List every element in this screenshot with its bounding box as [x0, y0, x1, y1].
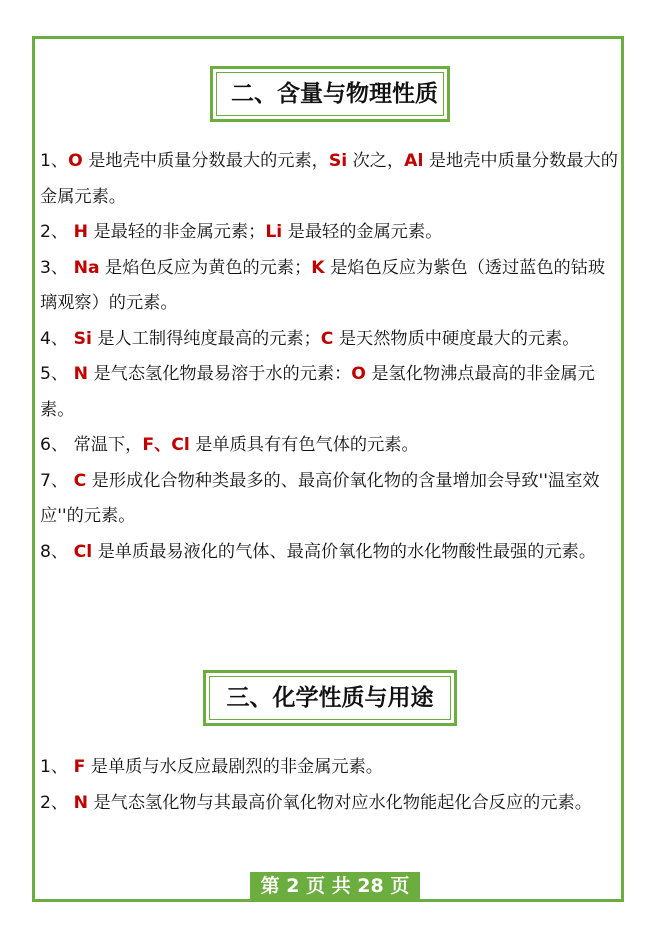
element-symbol: Li — [265, 222, 283, 242]
item-number: 3、 — [40, 257, 69, 278]
list-item — [40, 428, 622, 464]
item-number: 1、 — [40, 757, 69, 777]
item-text: 是焰色反应为黄色的元素； — [99, 257, 312, 278]
element-symbol: N — [73, 364, 88, 384]
item-text: 是单质与水反应最剧烈的非金属元素。 — [85, 757, 383, 777]
page-number-footer: 第 2 页 共 28 页 — [250, 872, 420, 900]
element-symbol: K — [311, 257, 325, 278]
item-text: 是最轻的金属元素。 — [282, 222, 443, 242]
item-text: 是焰色反应为紫色（透过蓝色的钴玻璃观察）的元素。 — [40, 257, 606, 313]
section-title-box — [203, 670, 457, 726]
list-item — [40, 251, 622, 322]
element-symbol: Si — [73, 328, 92, 349]
item-number: 5、 — [40, 364, 69, 384]
item-number: 1、 — [40, 151, 69, 171]
item-text: 是人工制得纯度最高的元素； — [91, 328, 321, 349]
element-symbol: O — [68, 151, 83, 171]
item-text: 是地壳中质量分数最大的金属元素。 — [40, 151, 618, 207]
element-symbol: N — [73, 792, 88, 813]
item-number: 8、 — [40, 541, 69, 562]
properties-list — [40, 144, 622, 570]
element-symbol: O — [351, 364, 366, 384]
item-text: 是气态氢化物最易溶于水的元素： — [87, 364, 352, 384]
item-number: 7、 — [40, 470, 69, 491]
list-item — [40, 215, 622, 251]
element-symbol: Si — [328, 151, 348, 171]
item-number: 6、 — [40, 435, 69, 455]
section-title-properties: 二、含量与物理性质 — [216, 72, 444, 116]
element-symbol: Cl — [73, 541, 93, 562]
element-symbol: Al — [404, 151, 424, 171]
list-item — [40, 535, 622, 571]
item-text: 次之， — [347, 151, 405, 171]
element-symbol: F、Cl — [142, 435, 190, 455]
section-title-chemistry: 三、化学性质与用途 — [209, 676, 451, 720]
item-number: 2、 — [40, 222, 69, 242]
element-symbol: H — [73, 222, 88, 242]
section-title-box — [210, 66, 450, 122]
element-symbol: Na — [73, 257, 100, 278]
chemistry-list — [40, 750, 622, 821]
list-item — [40, 144, 622, 215]
item-number: 4、 — [40, 328, 69, 349]
item-text: 是单质具有有色气体的元素。 — [189, 435, 419, 455]
item-text: 是单质最易液化的气体、最高价氧化物的水化物酸性最强的元素。 — [92, 541, 597, 562]
item-text: 常温下， — [68, 435, 143, 455]
item-number: 2、 — [40, 792, 69, 813]
element-symbol: C — [320, 328, 334, 349]
list-item — [40, 322, 622, 358]
item-text: 是地壳中质量分数最大的元素， — [82, 151, 329, 171]
item-text: 是天然物质中硬度最大的元素。 — [333, 328, 580, 349]
list-item — [40, 357, 622, 428]
item-text: 是最轻的非金属元素； — [87, 222, 266, 242]
list-item — [40, 786, 622, 822]
item-text: 是形成化合物种类最多的、最高价氧化物的含量增加会导致''温室效应''的元素。 — [40, 470, 600, 526]
list-item — [40, 464, 622, 535]
item-text: 是氢化物沸点最高的非金属元素。 — [40, 364, 595, 420]
item-text: 是气态氢化物与其最高价氧化物对应水化物能起化合反应的元素。 — [87, 792, 592, 813]
element-symbol: C — [73, 470, 87, 491]
element-symbol: F — [73, 757, 86, 777]
list-item — [40, 750, 622, 786]
